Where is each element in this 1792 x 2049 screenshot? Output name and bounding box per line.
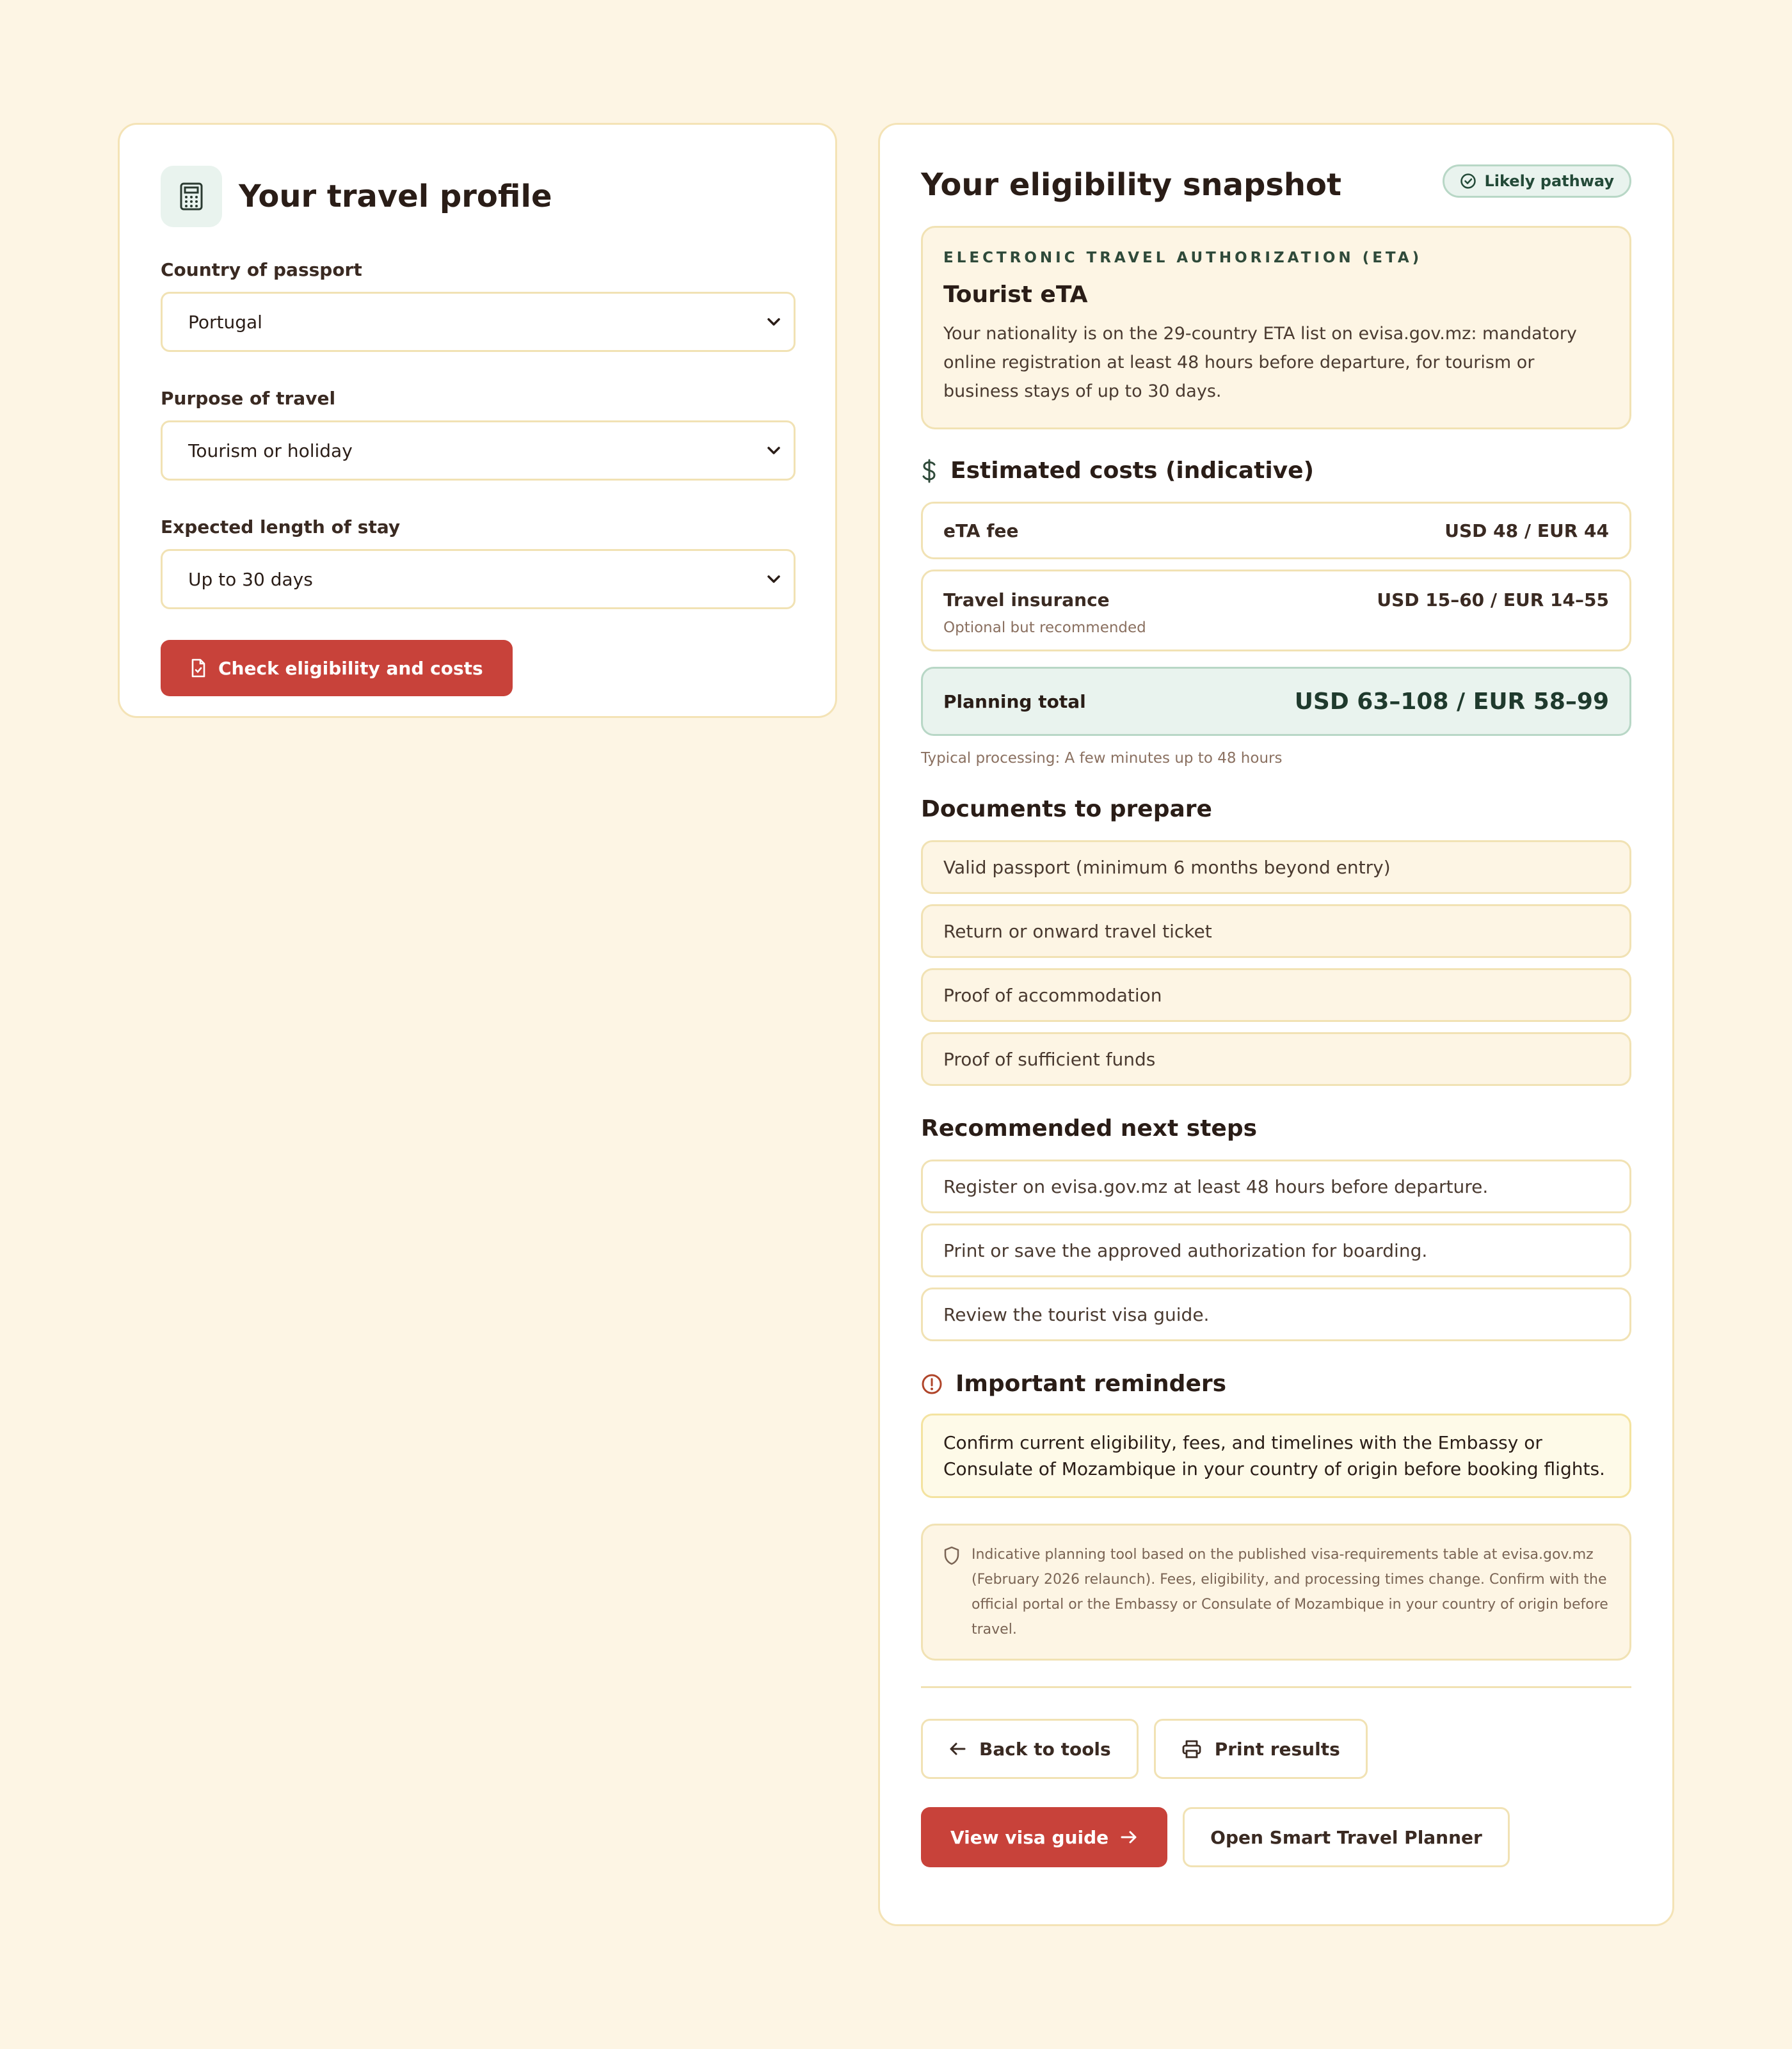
arrow-left-icon (948, 1741, 966, 1757)
stay-select[interactable] (161, 549, 796, 609)
chevron-down-icon (767, 317, 781, 326)
reminders-heading-text: Important reminders (956, 1371, 1227, 1397)
cost-sub-label: Optional but recommended (943, 619, 1146, 636)
status-badge-label: Likely pathway (1484, 172, 1614, 190)
eta-panel (921, 226, 1631, 429)
purpose-label: Purpose of travel (161, 388, 336, 409)
cost-label: Travel insurance (943, 589, 1110, 610)
disclaimer-box (921, 1524, 1631, 1661)
planning-total-label: Planning total (943, 690, 1086, 712)
disclaimer-text: Indicative planning tool based on the published visa-requirements table at evisa.gov.mz (February 2026 relaunch). Fees, eligibility, and processing times change. Confirm with the official portal or the Embassy or Consulate of Mozambique in your country of origin before travel. (972, 1547, 1608, 1638)
check-eligibility-label: Check eligibility and costs (218, 657, 483, 679)
shield-icon (943, 1546, 960, 1565)
documents-heading (921, 796, 1631, 822)
list-item: Return or onward travel ticket (921, 904, 1631, 958)
cost-label-group (943, 589, 1146, 636)
eta-name: Tourist eTA (943, 282, 1088, 308)
chevron-down-icon (767, 575, 781, 584)
list-item: Proof of accommodation (921, 968, 1631, 1022)
list-item: Valid passport (minimum 6 months beyond entry) (921, 840, 1631, 894)
open-travel-planner-label: Open Smart Travel Planner (1210, 1826, 1482, 1848)
passport-select[interactable] (161, 292, 796, 352)
costs-heading (921, 458, 1631, 484)
back-to-tools-button[interactable] (921, 1719, 1139, 1779)
passport-label: Country of passport (161, 259, 362, 280)
planning-total-row (921, 667, 1631, 736)
list-item: Print or save the approved authorization for boarding. (921, 1224, 1631, 1277)
snapshot-header (921, 164, 1631, 203)
cost-value: USD 15–60 / EUR 14–55 (1377, 589, 1609, 610)
stay-label: Expected length of stay (161, 516, 401, 538)
divider (921, 1686, 1631, 1688)
status-badge (1443, 164, 1631, 198)
check-circle-icon (1460, 173, 1476, 189)
documents-heading-text: Documents to prepare (921, 796, 1212, 822)
printer-icon (1181, 1739, 1202, 1758)
planning-total-value: USD 63–108 / EUR 58–99 (1294, 688, 1609, 715)
reminders-heading (921, 1371, 1631, 1397)
eligibility-snapshot-card (878, 123, 1674, 1926)
open-travel-planner-button[interactable] (1183, 1807, 1510, 1867)
chevron-down-icon (767, 446, 781, 455)
back-to-tools-label: Back to tools (979, 1738, 1111, 1760)
eta-kicker: ELECTRONIC TRAVEL AUTHORIZATION (ETA) (943, 250, 1423, 266)
arrow-right-icon (1120, 1830, 1138, 1845)
travel-profile-header (161, 166, 794, 227)
cost-row-insurance (921, 570, 1631, 651)
purpose-select-value: Tourism or holiday (188, 440, 353, 461)
action-row-1 (921, 1719, 1631, 1779)
print-results-label: Print results (1214, 1738, 1340, 1760)
view-visa-guide-label: View visa guide (950, 1826, 1109, 1848)
list-item: Proof of sufficient funds (921, 1032, 1631, 1086)
document-icon (190, 658, 207, 678)
purpose-select[interactable] (161, 420, 796, 481)
action-row-2 (921, 1807, 1631, 1867)
next-steps-heading (921, 1115, 1631, 1142)
costs-heading-text: Estimated costs (indicative) (950, 458, 1315, 484)
list-item: Register on evisa.gov.mz at least 48 hours before departure. (921, 1160, 1631, 1213)
passport-select-value: Portugal (188, 311, 262, 333)
stay-select-value: Up to 30 days (188, 568, 313, 590)
eta-description: Your nationality is on the 29-country ETA list on evisa.gov.mz: mandatory online registration at least 48 hours before departure, for tourism or business stays of up to 30 days. (943, 324, 1577, 401)
print-results-button[interactable] (1154, 1719, 1368, 1779)
alert-circle-icon (921, 1373, 943, 1395)
check-eligibility-button[interactable] (161, 640, 513, 696)
calculator-icon (161, 166, 222, 227)
view-visa-guide-button[interactable] (921, 1807, 1167, 1867)
cost-row-eta-fee (921, 502, 1631, 559)
list-item: Review the tourist visa guide. (921, 1288, 1631, 1341)
cost-label: eTA fee (943, 520, 1019, 541)
next-steps-heading-text: Recommended next steps (921, 1115, 1258, 1142)
snapshot-title: Your eligibility snapshot (921, 167, 1341, 203)
travel-profile-card (118, 123, 837, 718)
travel-profile-title: Your travel profile (239, 179, 552, 214)
cost-value: USD 48 / EUR 44 (1444, 520, 1609, 541)
reminder-box: Confirm current eligibility, fees, and timelines with the Embassy or Consulate of Mozambique in your country of origin before booking flights. (921, 1414, 1631, 1498)
dollar-icon (921, 458, 938, 484)
processing-note: Typical processing: A few minutes up to 48 hours (921, 750, 1283, 767)
